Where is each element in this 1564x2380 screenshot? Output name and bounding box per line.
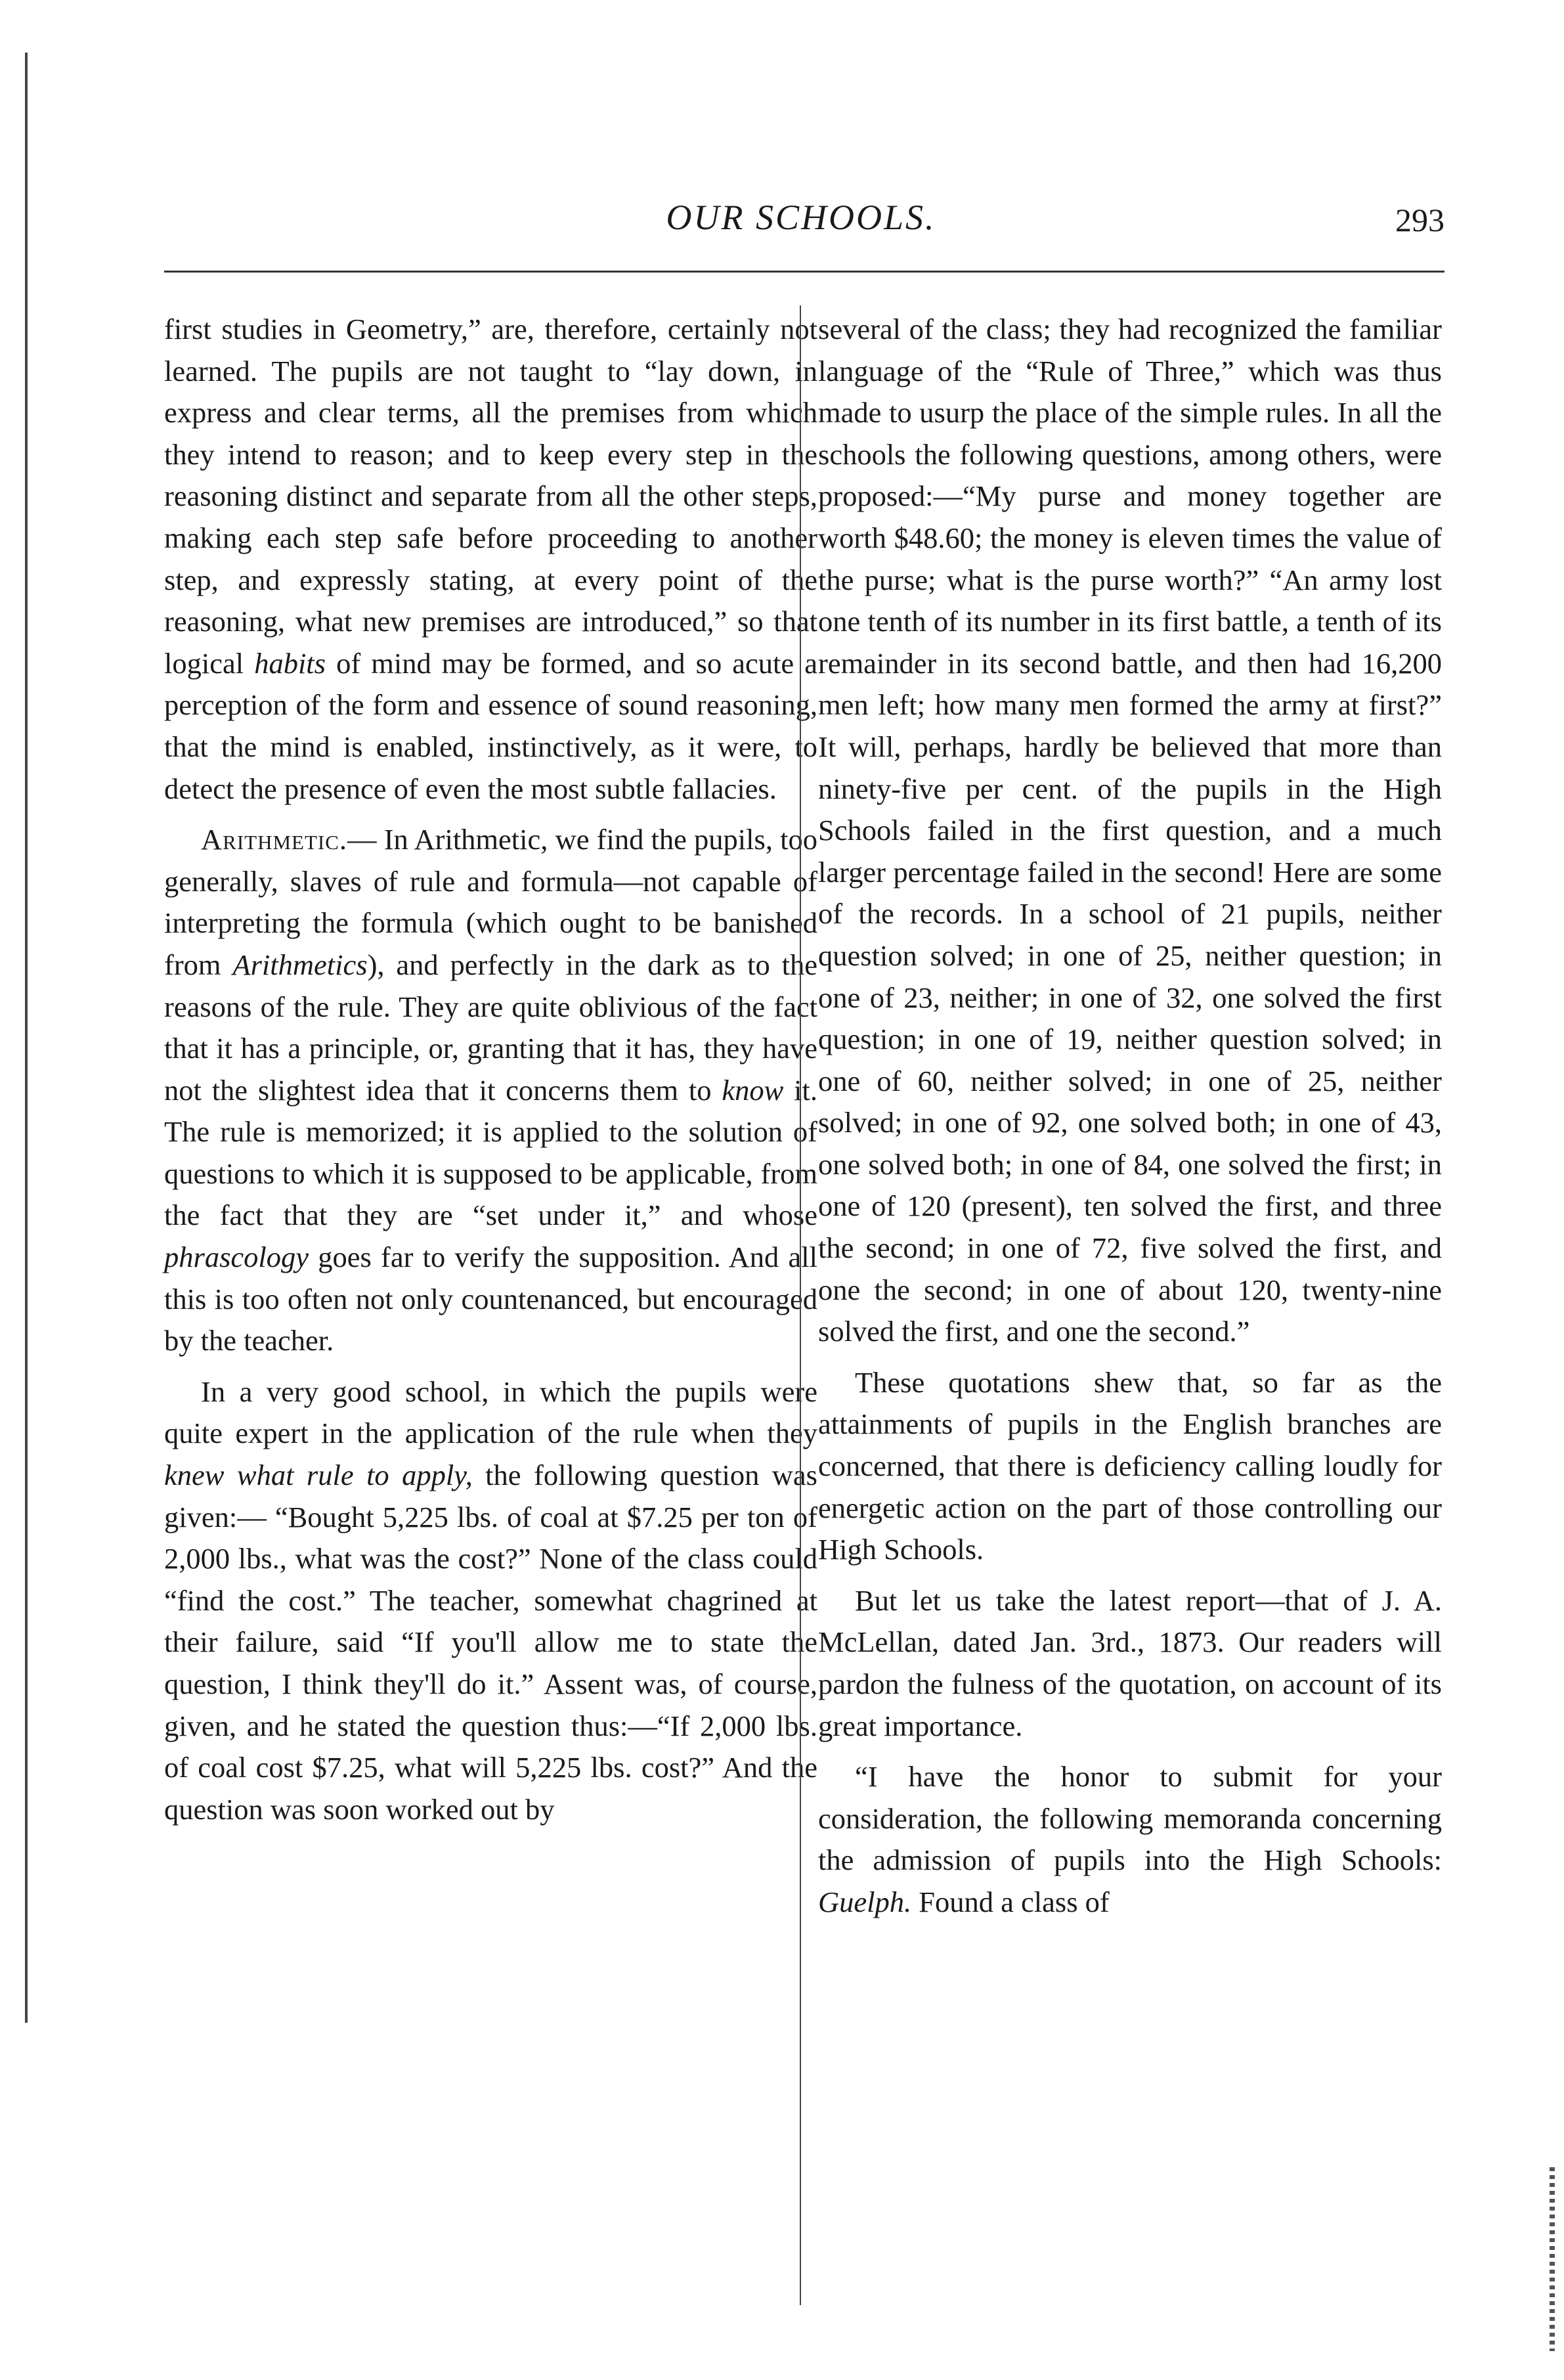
left-paragraph-arithmetic [164, 819, 817, 1362]
text-run: it. The rule is memorized; it is applied to the solution of questions to which it is supposed to be applicable, from the fact that they are “set under it,” and whose [164, 1073, 817, 1232]
right-paragraph-3: But let us take the latest report—that of J. A. McLellan, dated Jan. 3rd., 1873. Our readers will pardon the fulness of the quotation, on account of its great importance. [818, 1583, 1442, 1742]
italic-run: phrascology [164, 1241, 309, 1274]
text-run: “I have the honor to submit for your consideration, the following memoranda concerning the admission of pupils into the High Schools: [818, 1760, 1442, 1877]
page-header [158, 197, 1445, 256]
italic-run: habits [254, 646, 326, 680]
italic-run: know [722, 1073, 784, 1107]
scan-edge-mark [1550, 2167, 1555, 2351]
right-paragraph-2: These quotations shew that, so far as the attainments of pupils in the English branches are concerned, that there is deficiency calling loudly for energetic action on the part of those controlling our High Schools. [818, 1365, 1442, 1566]
text-run: Found a class of [911, 1885, 1110, 1918]
left-paragraph-3 [164, 1371, 817, 1831]
italic-run: Arithmetics [232, 948, 368, 981]
text-run: the following question was given:— “Bought 5,225 lbs. of coal at $7.25 per ton of 2,000 lbs., what was the cost?” None of the class could “find the cost.” The teacher, somewhat chagrined at their failure, said “If you'll allow me to state the question, I think they'll do it.” Assent was, of course, given, and he stated the question thus:—“If 2,000 lbs. of coal cost $7.25, what will 5,225 lbs. cost?” And the question was soon worked out by [164, 1459, 817, 1826]
italic-run: Guelph. [818, 1885, 912, 1918]
right-column [818, 309, 1442, 1933]
header-rule [164, 271, 1445, 273]
scan-margin-line [25, 53, 28, 2023]
page-number: 293 [1395, 202, 1445, 238]
italic-run: knew what rule to apply, [164, 1459, 473, 1492]
text-run: In a very good school, in which the pupils were quite expert in the application of the rule when they [164, 1375, 817, 1450]
text-run: goes far to verify the supposition. And all this is too often not only countenanced, but encouraged by the teacher. [164, 1241, 817, 1357]
right-paragraph-4 [818, 1756, 1442, 1923]
text-run: — In Arithmetic, we find the pupils, too generally, slaves of rule and formula—not capable of interpreting the formula (which ought to be banished from [164, 823, 817, 981]
left-column [164, 309, 817, 1840]
column-divider [800, 305, 801, 2305]
right-paragraph-1: several of the class; they had recognized the familiar language of the “Rule of Three,” which was thus made to usurp the place of the simple rules. In all the schools the following questions, among others, were proposed:—“My purse and money together are worth $48.60; the money is eleven times the value of the purse; what is the purse worth?” “An army lost one tenth of its number in its first battle, a tenth of its remainder in its second battle, and then had 16,200 men left; how many men formed the army at first?” It will, perhaps, hardly be believed that more than ninety-five per cent. of the pupils in the High Schools failed in the first question, and a much larger percentage failed in the second! Here are some of the records. In a school of 21 pupils, neither question solved; in one of 25, neither question; in one of 23, neither; in one of 32, one solved the first question; in one of 19, neither question solved; in one of 60, neither solved; in one of 25, neither solved; in one of 92, one solved both; in one of 43, one solved both; in one of 84, one solved the first; in one of 120 (present), ten solved the first, and three the second; in one of 72, five solved the first, and one the second; in one of about 120, twenty-nine solved the first, and one the second.” [818, 313, 1442, 1348]
section-lead: Arithmetic. [201, 823, 348, 856]
text-run: ), and perfectly in the dark as to the reasons of the rule. They are quite oblivious of the fact that it has a principle, or, granting that it has, they have not the slightest idea that it concerns them to [164, 948, 817, 1107]
running-title: OUR SCHOOLS. [666, 198, 936, 237]
left-paragraph-1 [164, 309, 817, 810]
text-run: first studies in Geometry,” are, therefore, certainly not learned. The pupils are not taught to “lay down, in express and clear terms, all the premises from which they intend to reason; and to keep every step in the reasoning distinct and separate from all the other steps, making each step safe before proceeding to another step, and expressly stating, at every point of the reasoning, what new premises are introduced,” so that logical [164, 313, 817, 680]
text-run: of mind may be formed, and so acute a perception of the form and essence of sound reasoning, that the mind is enabled, instinctively, as it were, to detect the presence of even the most subtle fallacies. [164, 646, 817, 805]
